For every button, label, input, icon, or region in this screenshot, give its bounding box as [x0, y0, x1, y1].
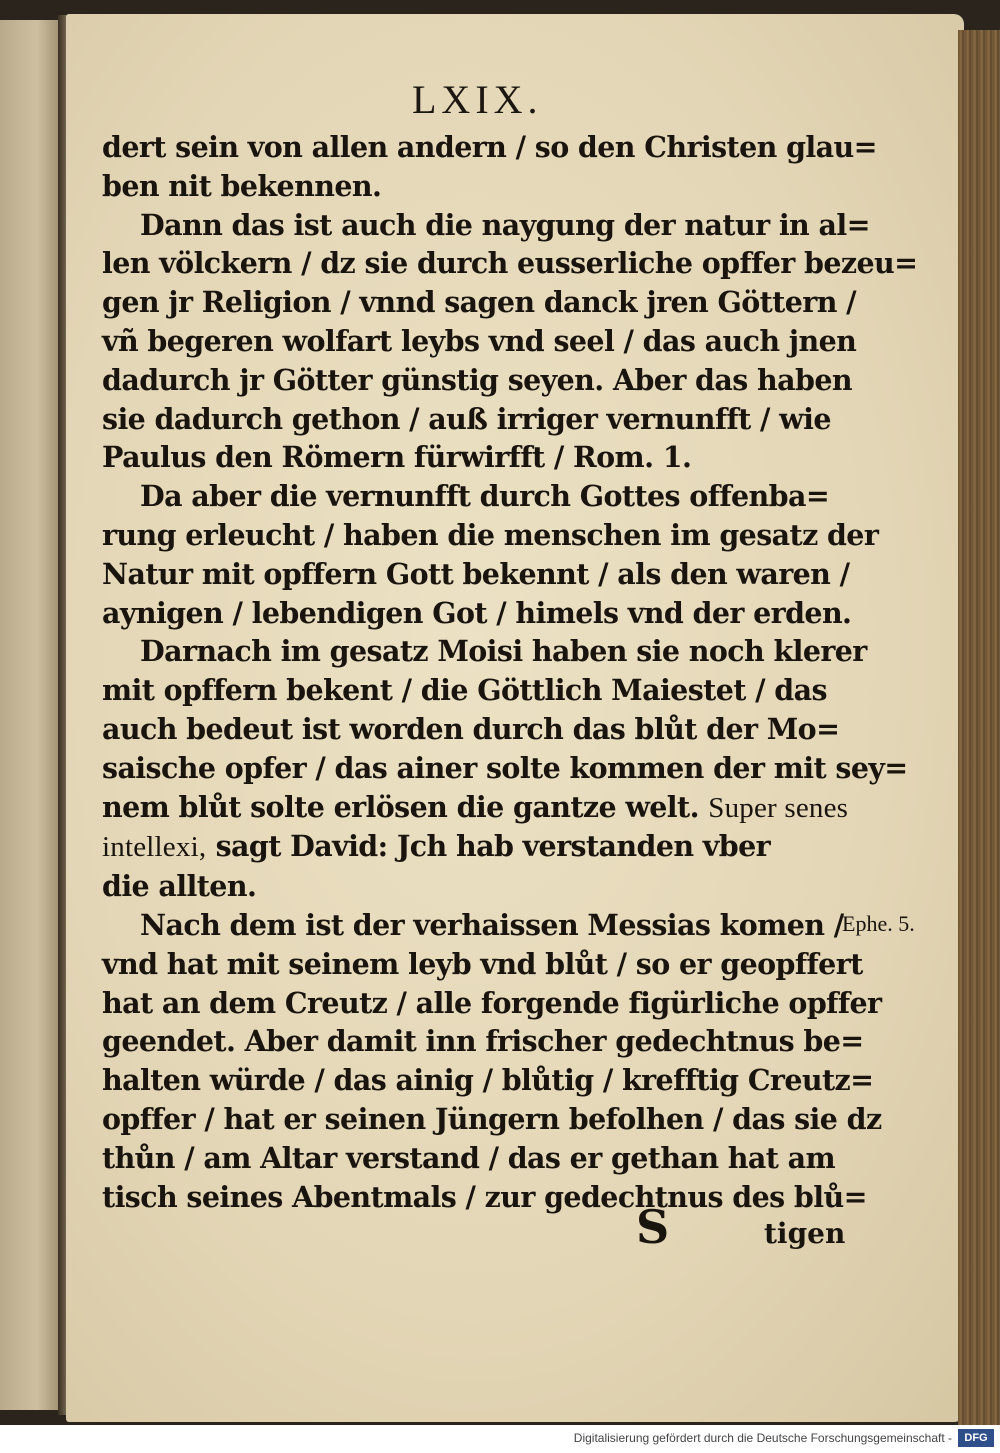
text-segment: sagt David: Jch hab verstanden vber — [215, 829, 771, 864]
text-line: dert sein von allen andern / so den Christen glau= — [102, 130, 877, 164]
text-line: Darnach im gesatz Moisi haben sie noch klerer — [140, 634, 867, 669]
text-segment: nem blůt solte erlösen die gantze welt. — [102, 789, 699, 824]
text-line: halten würde / das ainig / blůtig / krefftig Creutz= — [102, 1063, 874, 1098]
text-line: gen jr Religion / vnnd sagen danck jren Göttern / — [102, 285, 856, 320]
latin-segment: Super senes — [708, 791, 849, 824]
text-line: aynigen / lebendigen Got / himels vnd der erden. — [102, 595, 852, 630]
footer-bar — [0, 1425, 1000, 1453]
page-block-edge — [958, 30, 1000, 1425]
text-line: geendet. Aber damit inn frischer gedechtnus be= — [102, 1024, 864, 1059]
text-line: Da aber die vernunfft durch Gottes offenba= — [140, 479, 830, 514]
catchword: tigen — [764, 1217, 846, 1250]
latin-segment: intellexi, — [102, 831, 207, 864]
text-line: opffer / hat er seinen Jüngern befolhen / das sie dz — [102, 1101, 882, 1136]
text-line: hat an dem Creutz / alle forgende figürliche opffer — [102, 985, 882, 1020]
text-line: tisch seines Abentmals / zur gedechtnus des blů= — [102, 1179, 867, 1214]
text-line: len völckern / dz sie durch eusserliche opffer bezeu= — [102, 246, 918, 281]
text-line: ben nit bekennen. — [102, 168, 382, 203]
text-line: auch bedeut ist worden durch das blůt der Mo= — [102, 711, 840, 746]
text-line: die allten. — [102, 869, 257, 904]
footer-credit: Digitalisierung gefördert durch die Deutsche Forschungsgemeinschaft - — [573, 1431, 952, 1445]
text-line: Natur mit opffern Gott bekennt / als den waren / — [102, 556, 850, 591]
text-line: saische opfer / das ainer solte kommen der mit sey= — [102, 750, 908, 785]
text-line: mit opffern bekent / die Göttlich Maiestet / das — [102, 673, 827, 708]
text-line — [102, 788, 849, 828]
text-line: rung erleucht / haben die menschen im gesatz der — [102, 517, 879, 552]
dfg-logo: DFG — [958, 1429, 994, 1447]
text-line: Nach dem ist der verhaissen Messias komen / — [140, 907, 844, 942]
text-line: vnd hat mit seinem leyb vnd blůt / so er geopffert — [102, 946, 863, 981]
text-line — [102, 827, 842, 867]
text-line: thůn / am Altar verstand / das er gethan hat am — [102, 1140, 836, 1175]
text-line: Dann das ist auch die naygung der natur in al= — [140, 207, 870, 242]
margin-note: Ephe. 5. — [842, 911, 915, 936]
text-line: dadurch jr Götter günstig seyen. Aber das haben — [102, 362, 852, 397]
signature-mark: S — [636, 1200, 670, 1254]
folio-number: LXIX. — [412, 77, 543, 122]
text-line: Paulus den Römern fürwirfft / Rom. 1. — [102, 440, 692, 475]
text-line: sie dadurch gethon / auß irriger vernunfft / wie — [102, 401, 831, 436]
facing-page-edge — [0, 20, 62, 1410]
text-line: vñ begeren wolfart leybs vnd seel / das auch jnen — [102, 323, 857, 358]
